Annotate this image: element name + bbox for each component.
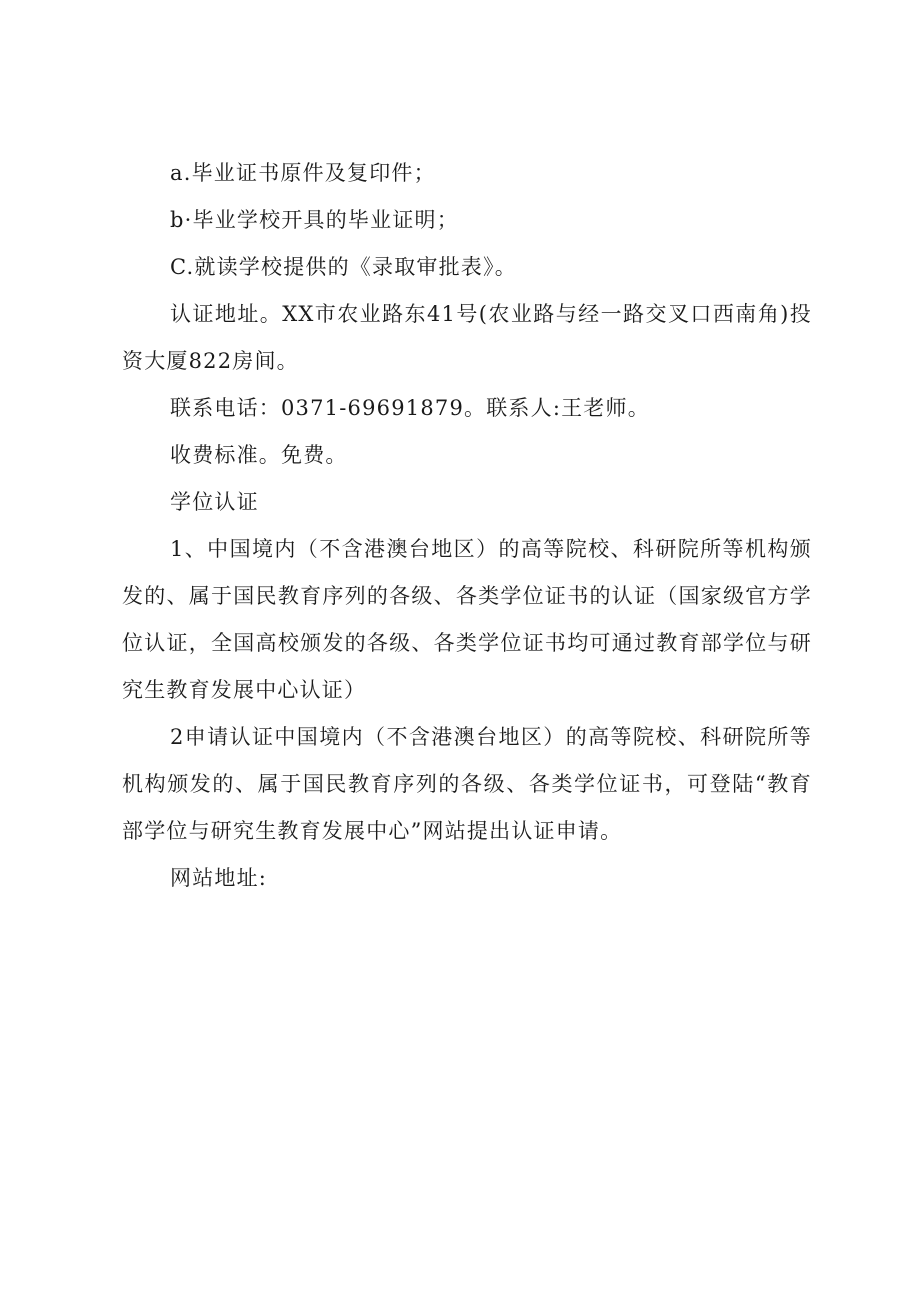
degree-certification-item-1: 1、中国境内（不含港澳台地区）的高等院校、科研院所等机构颁发的、属于国民教育序列的各级、各类学位证书的认证（国家级官方学位认证，全国高校颁发的各级、各类学位证书均可通过教育部学位与研究生教育发展中心认证） xyxy=(122,537,812,702)
contact-info: 联系电话：0371-69691879。联系人:王老师。 xyxy=(170,396,650,420)
certification-address: 认证地址。XX市农业路东41号(农业路与经一路交叉口西南角)投资大厦822房间。 xyxy=(122,302,812,373)
website-address: 网站地址: xyxy=(170,866,268,890)
section-heading-degree-certification: 学位认证 xyxy=(170,490,259,514)
fee-standard: 收费标准。免费。 xyxy=(170,443,348,467)
list-item-c: C.就读学校提供的《录取审批表》。 xyxy=(170,255,517,279)
degree-certification-item-2: 2申请认证中国境内（不含港澳台地区）的高等院校、科研院所等机构颁发的、属于国民教育序列的各级、各类学位证书，可登陆“教育部学位与研究生教育发展中心”网站提出认证申请。 xyxy=(122,725,812,843)
list-item-a: a.毕业证书原件及复印件； xyxy=(170,161,436,185)
document-body xyxy=(122,150,812,902)
list-item-b: b·毕业学校开具的毕业证明； xyxy=(170,208,459,232)
